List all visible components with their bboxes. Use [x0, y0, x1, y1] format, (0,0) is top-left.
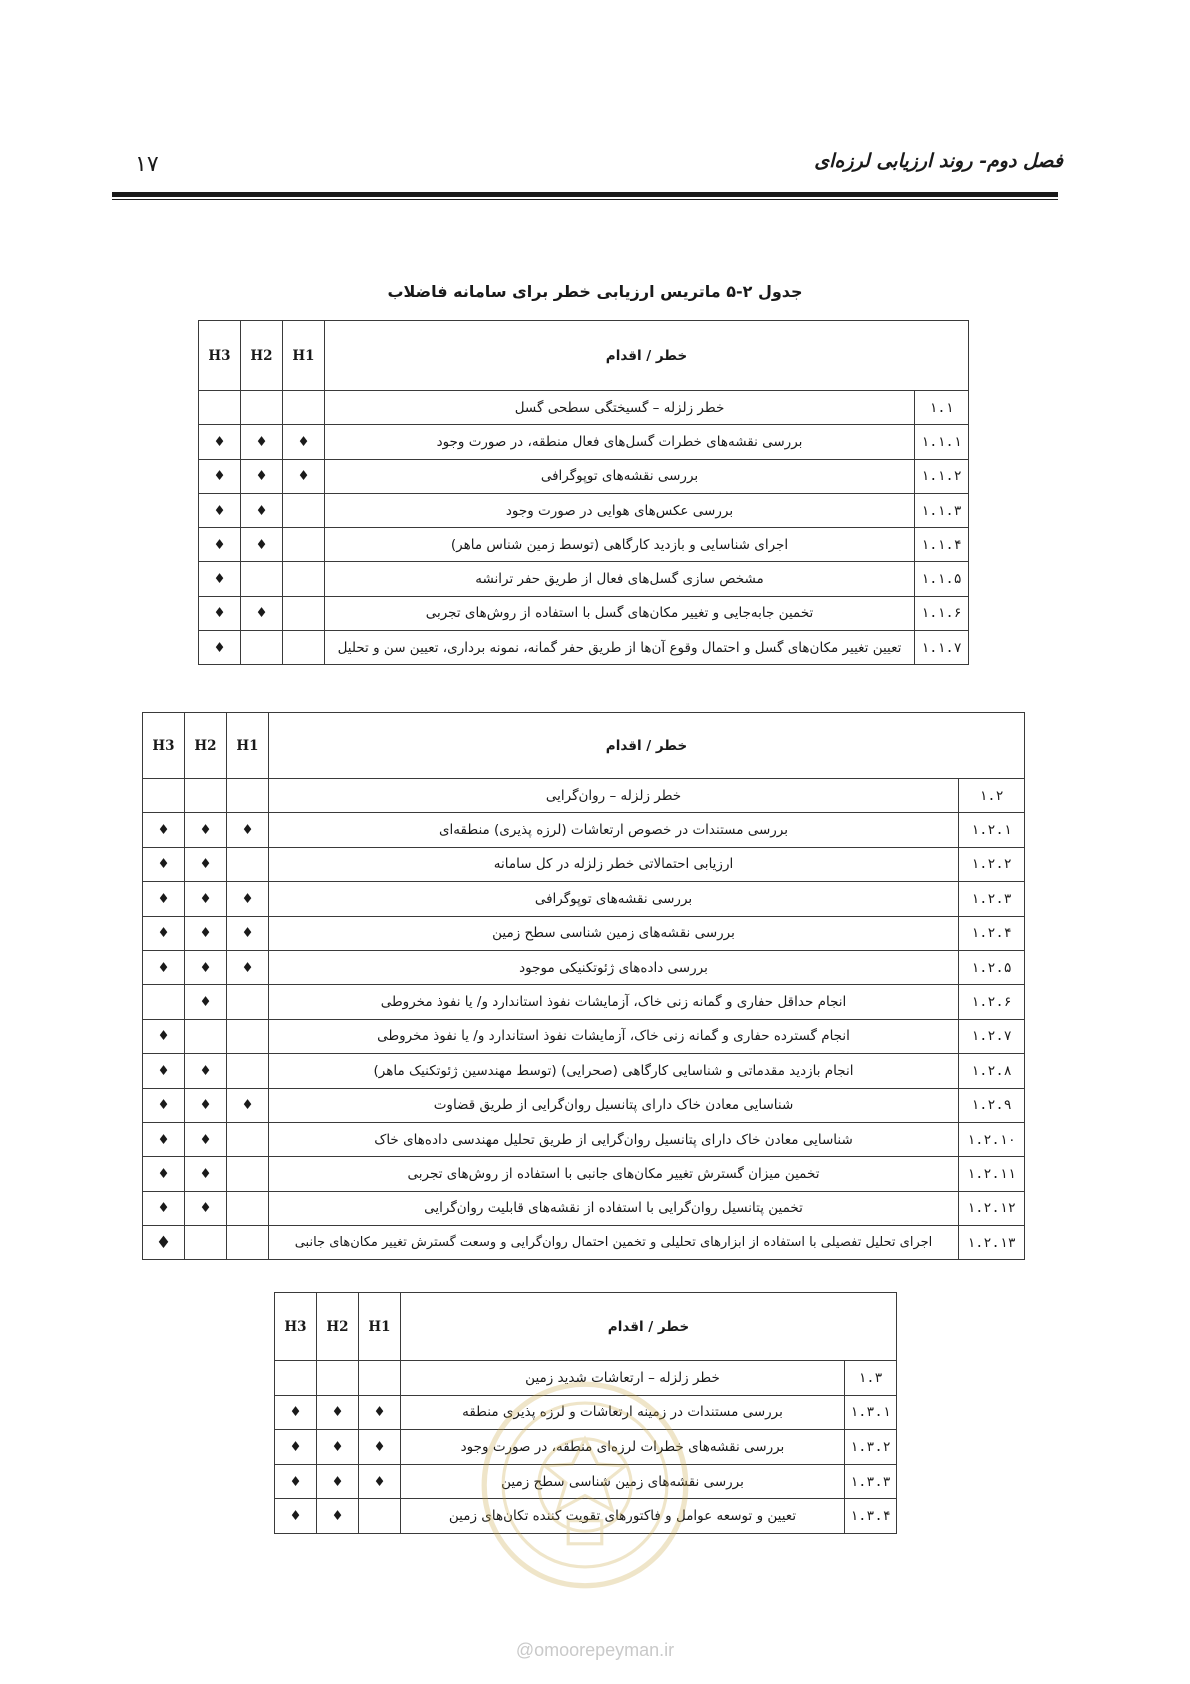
table-row [199, 528, 969, 562]
page-number: ۱۷ [135, 152, 159, 177]
item-number: ۱.۳.۳ [845, 1464, 897, 1499]
action-description: بررسی داده‌های ژئوتکنیکی موجود [269, 950, 959, 984]
mark-h1 [283, 391, 325, 425]
col-header-h2: H2 [317, 1293, 359, 1361]
mark-h2: ♦ [241, 528, 283, 562]
table-row [143, 1191, 1025, 1225]
mark-h3 [199, 391, 241, 425]
table-row [143, 1122, 1025, 1156]
col-header-hazard-action: خطر / اقدام [325, 321, 969, 391]
mark-h3: ♦ [199, 459, 241, 493]
action-description: خطر زلزله – گسیختگی سطحی گسل [325, 391, 915, 425]
action-description: تعیین تغییر مکان‌های گسل و احتمال وقوع آن‌ها از طریق حفر گمانه، نمونه برداری، تعیین سن و تحلیل [325, 631, 915, 665]
mark-h2 [241, 631, 283, 665]
watermark-seal [480, 1380, 690, 1590]
action-description: انجام حداقل حفاری و گمانه زنی خاک، آزمایشات نفوذ استاندارد و/ یا نفوذ مخروطی [269, 985, 959, 1019]
mark-h3: ♦ [199, 528, 241, 562]
mark-h3: ♦ [199, 631, 241, 665]
action-description: بررسی مستندات در زمینه ارتعاشات و لرزه پذیری منطقه [401, 1395, 845, 1430]
mark-h3: ♦ [143, 1054, 185, 1088]
col-header-h3: H3 [143, 713, 185, 779]
mark-h3: ♦ [275, 1499, 317, 1534]
mark-h1: ♦ [359, 1464, 401, 1499]
mark-h3: ♦ [199, 493, 241, 527]
mark-h1 [227, 985, 269, 1019]
mark-h1 [283, 493, 325, 527]
mark-h1 [227, 1122, 269, 1156]
action-description: بررسی نقشه‌های توپوگرافی [269, 882, 959, 916]
action-description: مشخص سازی گسل‌های فعال از طریق حفر ترانشه [325, 562, 915, 596]
action-description: خطر زلزله – ارتعاشات شدید زمین [401, 1361, 845, 1396]
col-header-h1: H1 [359, 1293, 401, 1361]
item-number: ۱.۲.۶ [959, 985, 1025, 1019]
mark-h1 [227, 1191, 269, 1225]
mark-h2: ♦ [241, 596, 283, 630]
action-description: بررسی نقشه‌های توپوگرافی [325, 459, 915, 493]
mark-h3: ♦ [143, 813, 185, 847]
col-header-h2: H2 [185, 713, 227, 779]
mark-h1: ♦ [227, 1088, 269, 1122]
item-number: ۱.۲.۷ [959, 1019, 1025, 1053]
mark-h1: ♦ [283, 425, 325, 459]
mark-h2: ♦ [241, 459, 283, 493]
table-row [143, 1157, 1025, 1191]
chapter-title: فصل دوم- روند ارزیابی لرزه‌ای [814, 150, 1063, 172]
mark-h2: ♦ [185, 1088, 227, 1122]
mark-h1 [227, 847, 269, 881]
mark-h3: ♦ [143, 882, 185, 916]
mark-h2 [317, 1361, 359, 1396]
table-row [143, 847, 1025, 881]
mark-h2: ♦ [185, 1191, 227, 1225]
table-row [199, 459, 969, 493]
item-number: ۱.۲.۱۳ [959, 1226, 1025, 1260]
mark-h1: ♦ [227, 882, 269, 916]
item-number: ۱.۲.۳ [959, 882, 1025, 916]
mark-h2 [241, 562, 283, 596]
table-row [199, 425, 969, 459]
mark-h1: ♦ [283, 459, 325, 493]
mark-h2: ♦ [241, 493, 283, 527]
mark-h2 [185, 1019, 227, 1053]
mark-h1 [283, 596, 325, 630]
mark-h2: ♦ [185, 1122, 227, 1156]
item-number: ۱.۳.۴ [845, 1499, 897, 1534]
mark-h2 [185, 779, 227, 813]
mark-h1: ♦ [359, 1430, 401, 1465]
mark-h2: ♦ [317, 1464, 359, 1499]
mark-h3: ♦ [143, 1019, 185, 1053]
risk-matrix-liquefaction [142, 712, 1025, 1260]
header-rule-thin [112, 199, 1058, 200]
item-number: ۱.۱.۷ [915, 631, 969, 665]
mark-h3: ♦ [143, 1088, 185, 1122]
col-header-h3: H3 [199, 321, 241, 391]
table-row [143, 985, 1025, 1019]
col-header-h3: H3 [275, 1293, 317, 1361]
item-number: ۱.۱.۴ [915, 528, 969, 562]
mark-h1: ♦ [227, 813, 269, 847]
action-description: بررسی نقشه‌های خطرات لرزه‌ای منطقه، در صورت وجود [401, 1430, 845, 1465]
mark-h1 [227, 779, 269, 813]
table-row [199, 631, 969, 665]
action-description: شناسایی معادن خاک دارای پتانسیل روان‌گرایی از طریق قضاوت [269, 1088, 959, 1122]
table-row [143, 1226, 1025, 1260]
mark-h2: ♦ [241, 425, 283, 459]
mark-h3: ♦ [199, 562, 241, 596]
col-header-hazard-action: خطر / اقدام [269, 713, 1025, 779]
mark-h2: ♦ [185, 916, 227, 950]
mark-h2 [185, 1226, 227, 1260]
mark-h3: ♦ [275, 1430, 317, 1465]
action-description: انجام بازدید مقدماتی و شناسایی کارگاهی (صحرایی) (توسط مهندسین ژئوتکنیک ماهر) [269, 1054, 959, 1088]
item-number: ۱.۳.۲ [845, 1430, 897, 1465]
mark-h1: ♦ [227, 950, 269, 984]
mark-h1 [227, 1157, 269, 1191]
col-header-h1: H1 [227, 713, 269, 779]
item-number: ۱.۱.۵ [915, 562, 969, 596]
mark-h1 [359, 1361, 401, 1396]
mark-h3: ♦ [199, 596, 241, 630]
mark-h2 [241, 391, 283, 425]
mark-h3: ♦ [143, 1122, 185, 1156]
mark-h1 [227, 1019, 269, 1053]
action-description: بررسی نقشه‌های خطرات گسل‌های فعال منطقه، در صورت وجود [325, 425, 915, 459]
mark-h1 [227, 1054, 269, 1088]
item-number: ۱.۲.۱ [959, 813, 1025, 847]
action-description: خطر زلزله – روان‌گرایی [269, 779, 959, 813]
table-caption: جدول ۲-۵ ماتریس ارزیابی خطر برای سامانه فاضلاب [387, 282, 803, 301]
watermark-url: @omoorepeyman.ir [515, 1640, 675, 1660]
mark-h3: ♦ [143, 1157, 185, 1191]
mark-h2: ♦ [185, 882, 227, 916]
action-description: ارزیابی احتمالاتی خطر زلزله در کل سامانه [269, 847, 959, 881]
mark-h2: ♦ [185, 813, 227, 847]
action-description: بررسی عکس‌های هوایی در صورت وجود [325, 493, 915, 527]
mark-h1 [283, 562, 325, 596]
mark-h3: ♦ [143, 847, 185, 881]
action-description: بررسی مستندات در خصوص ارتعاشات (لرزه پذیری) منطقه‌ای [269, 813, 959, 847]
action-description: بررسی نقشه‌های زمین شناسی سطح زمین [269, 916, 959, 950]
risk-matrix-surface-rupture [198, 320, 969, 665]
mark-h1: ♦ [359, 1395, 401, 1430]
table-row [199, 391, 969, 425]
action-description: شناسایی معادن خاک دارای پتانسیل روان‌گرایی از طریق تحلیل مهندسی داده‌های خاک [269, 1122, 959, 1156]
item-number: ۱.۲ [959, 779, 1025, 813]
action-description: تخمین پتانسیل روان‌گرایی با استفاده از نقشه‌های قابلیت روان‌گرایی [269, 1191, 959, 1225]
table-row [143, 950, 1025, 984]
item-number: ۱.۲.۸ [959, 1054, 1025, 1088]
col-header-h1: H1 [283, 321, 325, 391]
item-number: ۱.۳.۱ [845, 1395, 897, 1430]
item-number: ۱.۱.۱ [915, 425, 969, 459]
mark-h3: ♦ [199, 425, 241, 459]
table-row [199, 596, 969, 630]
mark-h3: ♦ [143, 1226, 185, 1260]
mark-h1 [227, 1226, 269, 1260]
table-row [143, 916, 1025, 950]
mark-h2: ♦ [185, 985, 227, 1019]
col-header-hazard-action: خطر / اقدام [401, 1293, 897, 1361]
mark-h1 [359, 1499, 401, 1534]
mark-h3 [143, 779, 185, 813]
item-number: ۱.۲.۵ [959, 950, 1025, 984]
action-description: تخمین میزان گسترش تغییر مکان‌های جانبی با استفاده از روش‌های تجربی [269, 1157, 959, 1191]
mark-h2: ♦ [185, 950, 227, 984]
table-row [199, 493, 969, 527]
item-number: ۱.۲.۴ [959, 916, 1025, 950]
table-row [143, 1088, 1025, 1122]
item-number: ۱.۱.۳ [915, 493, 969, 527]
mark-h3: ♦ [275, 1464, 317, 1499]
table-row [143, 813, 1025, 847]
table-row [143, 882, 1025, 916]
item-number: ۱.۳ [845, 1361, 897, 1396]
action-description: اجرای شناسایی و بازدید کارگاهی (توسط زمین شناس ماهر) [325, 528, 915, 562]
item-number: ۱.۲.۱۰ [959, 1122, 1025, 1156]
header-rule [112, 192, 1058, 197]
table-row [143, 1019, 1025, 1053]
item-number: ۱.۲.۱۲ [959, 1191, 1025, 1225]
action-description: تخمین جابه‌جایی و تغییر مکان‌های گسل با استفاده از روش‌های تجربی [325, 596, 915, 630]
mark-h2: ♦ [185, 1157, 227, 1191]
mark-h3 [275, 1361, 317, 1396]
mark-h2: ♦ [317, 1395, 359, 1430]
mark-h3: ♦ [143, 950, 185, 984]
mark-h2: ♦ [185, 1054, 227, 1088]
mark-h3: ♦ [143, 1191, 185, 1225]
mark-h3: ♦ [143, 916, 185, 950]
action-description: بررسی نقشه‌های زمین شناسی سطح زمین [401, 1464, 845, 1499]
item-number: ۱.۲.۲ [959, 847, 1025, 881]
col-header-h2: H2 [241, 321, 283, 391]
mark-h2: ♦ [317, 1430, 359, 1465]
action-description: انجام گسترده حفاری و گمانه زنی خاک، آزمایشات نفوذ استاندارد و/ یا نفوذ مخروطی [269, 1019, 959, 1053]
table-row [143, 779, 1025, 813]
mark-h2: ♦ [185, 847, 227, 881]
mark-h3: ♦ [275, 1395, 317, 1430]
item-number: ۱.۱.۲ [915, 459, 969, 493]
table-row [143, 1054, 1025, 1088]
mark-h1 [283, 528, 325, 562]
item-number: ۱.۲.۹ [959, 1088, 1025, 1122]
table-row [199, 562, 969, 596]
item-number: ۱.۱ [915, 391, 969, 425]
item-number: ۱.۲.۱۱ [959, 1157, 1025, 1191]
mark-h1: ♦ [227, 916, 269, 950]
action-description: تعیین و توسعه عوامل و فاکتورهای تقویت کننده تکان‌های زمین [401, 1499, 845, 1534]
mark-h2: ♦ [317, 1499, 359, 1534]
item-number: ۱.۱.۶ [915, 596, 969, 630]
mark-h1 [283, 631, 325, 665]
mark-h3 [143, 985, 185, 1019]
action-description: اجرای تحلیل تفصیلی با استفاده از ابزارهای تحلیلی و تخمین احتمال روان‌گرایی و وسعت گسترش تغییر مکان‌های جانبی [269, 1226, 959, 1260]
